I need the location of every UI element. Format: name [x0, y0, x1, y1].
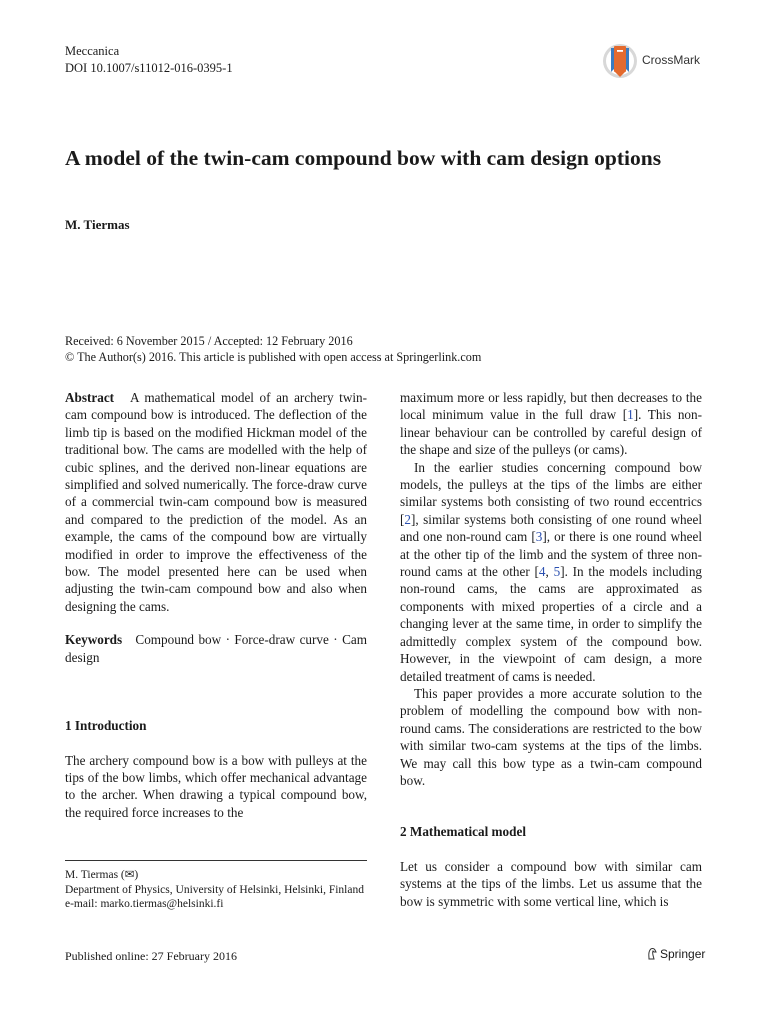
paper-title: A model of the twin-cam compound bow with cam design options [65, 146, 662, 170]
doi[interactable]: DOI 10.1007/s11012-016-0395-1 [65, 61, 233, 75]
affiliation-email[interactable]: e-mail: marko.tiermas@helsinki.fi [65, 898, 224, 910]
crossmark-icon [602, 42, 638, 80]
abstract [65, 389, 367, 615]
affiliation-name: M. Tiermas (✉) [65, 869, 139, 881]
keywords [65, 631, 367, 666]
keywords-label: Keywords [65, 632, 123, 648]
footnote-divider [65, 860, 367, 861]
citation-link[interactable]: 3 [535, 529, 543, 545]
text-run: ], similar systems both consisting of one round wheel and one non-round cam [ [400, 511, 702, 545]
author-name: M. Tiermas [65, 217, 130, 232]
text-run: ]. This non-linear behaviour can be controlled by careful design of the shape and size of the pulleys (or cams). [400, 407, 702, 458]
text-run: In the earlier studies concerning compound bow models, the pulleys at the tips of the limbs are either similar systems both consisting of two round eccentrics [ [400, 459, 702, 527]
paragraph-earlier-studies [400, 459, 702, 685]
citation-link[interactable]: 1 [627, 407, 634, 423]
intro-paragraph: The archery compound bow is a bow with pulleys at the tips of the bow limbs, which offer mechanical advantage to the archer. When drawing a typical compound bow, the required force increases to the [65, 752, 367, 820]
text-run: , [545, 564, 554, 580]
article-dates [65, 333, 481, 365]
publisher-logo [647, 947, 705, 961]
citation-link[interactable]: 2 [404, 511, 411, 527]
affiliation [65, 868, 367, 912]
journal-header [65, 43, 233, 77]
crossmark-badge[interactable] [602, 42, 710, 82]
citation-link[interactable]: 5 [553, 564, 561, 580]
citation-link[interactable]: 4 [538, 564, 546, 580]
left-column [65, 389, 367, 821]
section-heading-mathematical-model: 2 Mathematical model [400, 824, 526, 840]
text-run: ], or there is one round wheel at the other tip of the limb and the system of three non-round cams at the other [ [400, 529, 702, 580]
text-run: ]. In the models including non-round cams, the cams are approximated as components with mixed properties of a circle and a changing lever at the same time, in order to simplify the admittedly complex system of the compound bow. However, in the viewpoint of cam design, a more detailed treatment of cams is needed. [400, 564, 703, 684]
journal-name: Meccanica [65, 44, 120, 58]
abstract-label: Abstract [65, 390, 115, 405]
section-heading-introduction: 1 Introduction [65, 718, 147, 734]
abstract-text: A mathematical model of an archery twin-cam compound bow is introduced. The deflection of the limb tip is based on the modified Hickman model of the traditional bow. The cams are modelled with the help of cubic splines, and the derived non-linear equations are simplified and solved numerically. The force-draw curve of a commercial twin-cam compound bow is measured and compared to the prediction of the model. As an example, the cams of the compound bow are virtually modified in order to improve the effectiveness of the bow. The model presented here can be used when adjusting the twin-cam compound bow and also when designing the cams. [65, 390, 367, 614]
paragraph-this-paper: This paper provides a more accurate solution to the problem of modelling the compound bow with non-round cams. The considerations are restricted to the bow with similar two-cam systems at the tips of the limbs. We may call this bow type as a twin-cam compound bow. [400, 685, 702, 788]
paragraph-model: Let us consider a compound bow with similar cam systems at the tips of the limbs. Let us assume that the bow is symmetric with some vertical line, which is [400, 858, 702, 909]
text-run: maximum more or less rapidly, but then decreases to the local minimum value in the full draw [ [400, 390, 702, 423]
published-date: Published online: 27 February 2016 [65, 949, 237, 963]
affiliation-dept: Department of Physics, University of Helsinki, Helsinki, Finland [65, 883, 364, 896]
paragraph-continued [400, 389, 702, 459]
license-note: © The Author(s) 2016. This article is published with open access at Springerlink.com [65, 350, 482, 364]
right-column [400, 389, 702, 910]
crossmark-label: CrossMark [642, 53, 701, 67]
keywords-text: Compound bow · Force-draw curve · Cam design [65, 632, 367, 665]
received-accepted: Received: 6 November 2015 / Accepted: 12 February 2016 [65, 334, 353, 348]
springer-horse-icon [647, 947, 657, 960]
publisher-name: Springer [660, 947, 706, 961]
